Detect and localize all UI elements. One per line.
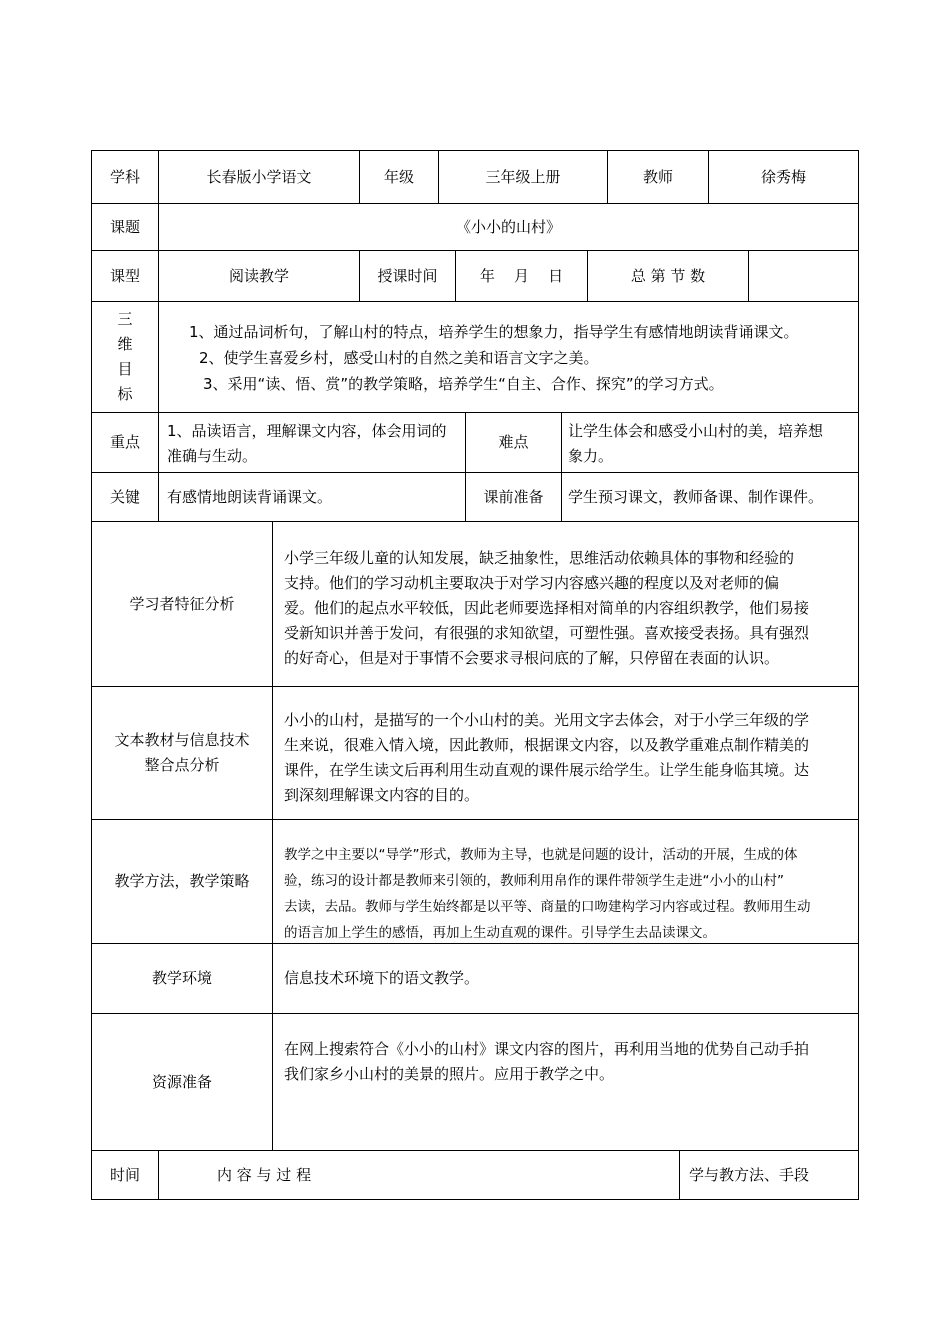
resources-line-2: 我们家乡小山村的美景的照片。应用于教学之中。 — [284, 1065, 615, 1083]
integration-line-1: 小小的山村，是描写的一个小山村的美。光用文字去体会，对于小学三年级的学 — [284, 711, 810, 729]
total-label: 总 第 节 数 — [587, 250, 749, 302]
resources-line-1: 在网上搜索符合《小小的山村》课文内容的图片，再利用当地的优势自己动手拍 — [284, 1040, 810, 1058]
integration-content — [272, 686, 859, 820]
learner-content — [272, 521, 859, 687]
difficulty-line-2: 象力。 — [568, 447, 614, 465]
environment-value: 信息技术环境下的语文教学。 — [272, 943, 859, 1014]
learner-line-4: 受新知识并善于发问，有很强的求知欲望，可塑性强。喜欢接受表扬。具有强烈 — [284, 624, 810, 642]
environment-label: 教学环境 — [91, 943, 273, 1014]
difficulty-line-1: 让学生体会和感受小山村的美，培养想 — [568, 422, 824, 440]
focus-content — [158, 412, 466, 473]
methods-line-4: 的语言加上学生的感悟，再加上生动直观的课件。引导学生去品读课文。 — [284, 925, 716, 941]
focus-label: 重点 — [91, 412, 159, 473]
goal-line-2: 2、使学生喜爱乡村，感受山村的自然之美和语言文字之美。 — [199, 349, 599, 367]
methods-line-1: 教学之中主要以“导学”形式，教师为主导，也就是问题的设计，活动的开展，生成的体 — [284, 847, 798, 863]
goal-line-3: 3、采用“读、悟、赏”的教学策略，培养学生“自主、合作、探究”的学习方式。 — [203, 375, 724, 393]
difficulty-label: 难点 — [465, 412, 562, 473]
resources-label: 资源准备 — [91, 1013, 273, 1151]
integration-line-4: 到深刻理解课文内容的目的。 — [284, 786, 480, 804]
subject-value: 长春版小学语文 — [158, 150, 360, 204]
resources-content — [272, 1013, 859, 1151]
methods-line-2: 验，练习的设计都是教师来引领的，教师利用帛作的课件带领学生走进“小小的山村” — [284, 873, 784, 889]
content-column-header: 内 容 与 过 程 — [158, 1150, 680, 1200]
integration-label: 文本教材与信息技术 整合点分析 — [91, 686, 273, 820]
subject-label: 学科 — [91, 150, 159, 204]
total-value — [748, 250, 859, 302]
teacher-value: 徐秀梅 — [708, 150, 859, 204]
lesson-plan-table — [91, 150, 859, 1200]
methods-line-3: 去读，去品。教师与学生始终都是以平等、商量的口吻建构学习内容或过程。教师用生动 — [284, 899, 811, 915]
learner-line-2: 支持。他们的学习动机主要取决于对学习内容感兴趣的程度以及对老师的偏 — [284, 574, 780, 592]
topic-value: 《小小的山村》 — [158, 203, 859, 251]
method-column-header: 学与教方法、手段 — [679, 1150, 859, 1200]
type-value: 阅读教学 — [158, 250, 360, 302]
focus-line-2: 准确与生动。 — [167, 447, 258, 465]
learner-line-3: 爱。他们的起点水平较低，因此老师要选择相对简单的内容组织教学，他们易接 — [284, 599, 810, 617]
time-label: 授课时间 — [359, 250, 456, 302]
goals-content — [158, 301, 859, 413]
teacher-label: 教师 — [607, 150, 709, 204]
time-column-header: 时间 — [91, 1150, 159, 1200]
learner-line-1: 小学三年级儿童的认知发展，缺乏抽象性，思维活动依赖具体的事物和经验的 — [284, 549, 795, 567]
goals-label: 三 维 目 标 — [91, 301, 159, 413]
difficulty-content — [561, 412, 859, 473]
focus-line-1: 1、品读语言，理解课文内容，体会用词的 — [167, 422, 447, 440]
prep-value: 学生预习课文，教师备课、制作课件。 — [561, 472, 859, 522]
learner-label: 学习者特征分析 — [91, 521, 273, 687]
methods-label: 教学方法，教学策略 — [91, 819, 273, 944]
goal-line-1: 1、通过品词析句，了解山村的特点，培养学生的想象力，指导学生有感情地朗读背诵课文。 — [189, 323, 799, 341]
key-label: 关键 — [91, 472, 159, 522]
grade-label: 年级 — [359, 150, 439, 204]
integration-line-2: 生来说，很难入情入境，因此教师，根据课文内容，以及教学重难点制作精美的 — [284, 736, 810, 754]
time-value: 年 月 日 — [455, 250, 588, 302]
type-label: 课型 — [91, 250, 159, 302]
prep-label: 课前准备 — [465, 472, 562, 522]
grade-value: 三年级上册 — [438, 150, 608, 204]
learner-line-5: 的好奇心，但是对于事情不会要求寻根问底的了解，只停留在表面的认识。 — [284, 649, 780, 667]
topic-label: 课题 — [91, 203, 159, 251]
key-value: 有感情地朗读背诵课文。 — [158, 472, 466, 522]
methods-content — [272, 819, 859, 944]
integration-line-3: 课件，在学生读文后再利用生动直观的课件展示给学生。让学生能身临其境。达 — [284, 761, 810, 779]
